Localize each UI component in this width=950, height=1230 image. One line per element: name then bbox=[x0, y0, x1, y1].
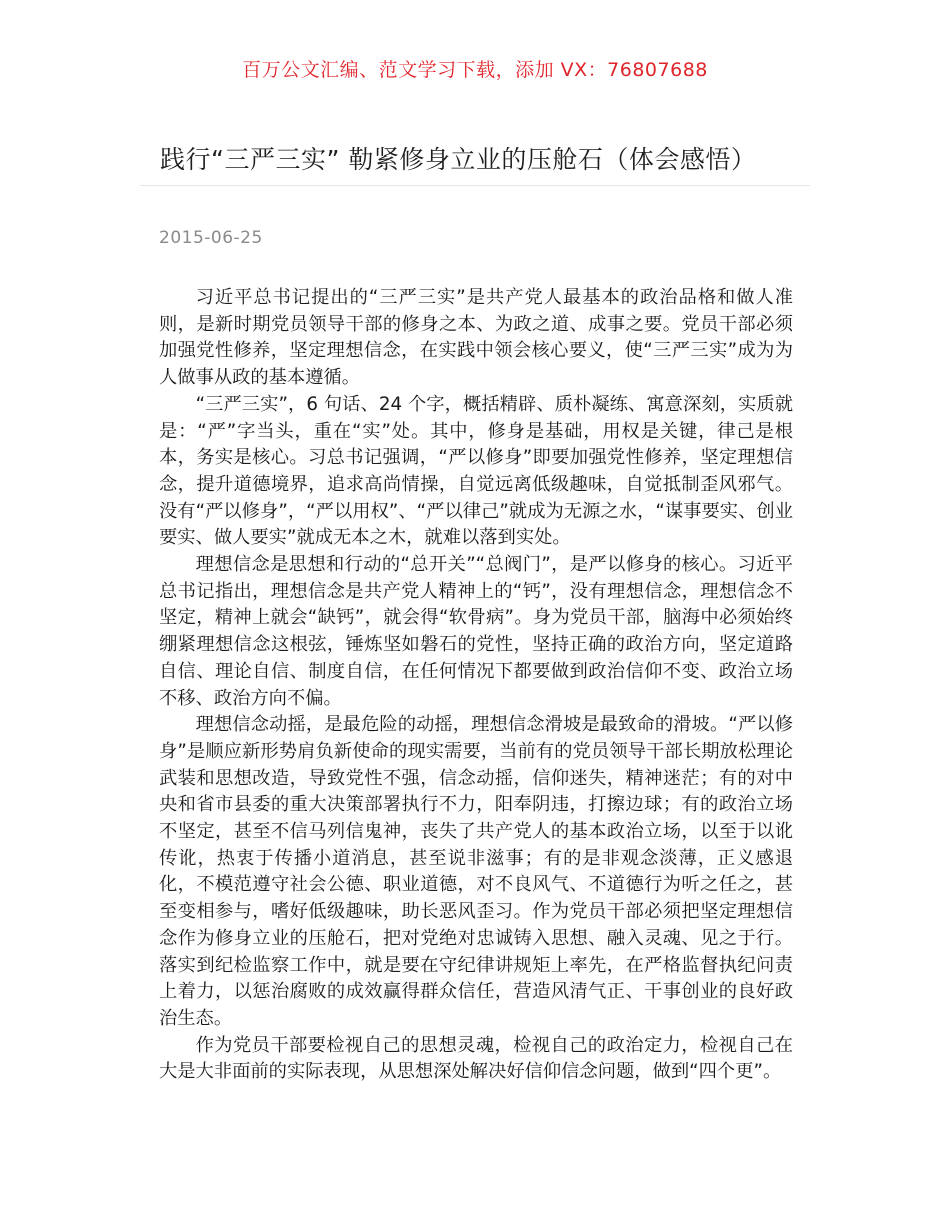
article-title: 践行“三严三实” 勒紧修身立业的压舱石（体会感悟） bbox=[160, 145, 757, 174]
title-divider bbox=[140, 185, 810, 186]
paragraph-2: “三严三实”，6 句话、24 个字，概括精辟、质朴凝练、寓意深刻，实质就是：“严”字当头，重在“实”处。其中，修身是基础，用权是关键，律己是根本，务实是核心。习总书记强调，“严以修身”即要加强党性修养，坚定理想信念，提升道德境界，追求高尚情操，自觉远离低级趣味，自觉抵制歪风邪气。没有“严以修身”，“严以用权”、“严以律己”就成为无源之水，“谋事要实、创业要实、做人要实”就成无本之木，就难以落到实处。 bbox=[159, 393, 793, 549]
paragraph-4: 理想信念动摇，是最危险的动摇，理想信念滑坡是最致命的滑坡。“严以修身”是顺应新形势肩负新使命的现实需要，当前有的党员领导干部长期放松理论武装和思想改造，导致党性不强，信念动摇，信仰迷失，精神迷茫；有的对中央和省市县委的重大决策部署执行不力，阳奉阴违，打擦边球；有的政治立场不坚定，甚至不信马列信鬼神，丧失了共产党人的基本政治立场，以至于以讹传讹，热衷于传播小道消息，甚至说非滋事；有的是非观念淡薄，正义感退化，不模范遵守社会公德、职业道德，对不良风气、不道德行为听之任之，甚至变相参与，嗜好低级趣味，助长恶风歪习。作为党员干部必须把坚定理想信念作为修身立业的压舱石，把对党绝对忠诚铸入思想、融入灵魂、见之于行。落实到纪检监察工作中，就是要在守纪律讲规矩上率先，在严格监督执纪问责上着力，以惩治腐败的成效赢得群众信任，营造风清气正、干事创业的良好政治生态。 bbox=[159, 714, 793, 1029]
article-body bbox=[159, 285, 793, 1086]
paragraph-3: 理想信念是思想和行动的“总开关”“总阀门”，是严以修身的核心。习近平总书记指出，理想信念是共产党人精神上的“钙”，没有理想信念，理想信念不坚定，精神上就会“缺钙”，就会得“软骨病”。身为党员干部，脑海中必须始终绷紧理想信念这根弦，锤炼坚如磐石的党性，坚持正确的政治方向，坚定道路自信、理论自信、制度自信，在任何情况下都要做到政治信仰不变、政治立场不移、政治方向不偏。 bbox=[159, 554, 793, 709]
publish-date: 2015-06-25 bbox=[159, 228, 263, 248]
paragraph-1: 习近平总书记提出的“三严三实”是共产党人最基本的政治品格和做人准则，是新时期党员领导干部的修身之本、为政之道、成事之要。党员干部必须加强党性修养，坚定理想信念，在实践中领会核心要义，使“三严三实”成为为人做事从政的基本遵循。 bbox=[159, 287, 793, 389]
promo-banner: 百万公文汇编、范文学习下载，添加 VX：76807688 bbox=[242, 59, 708, 81]
paragraph-5: 作为党员干部要检视自己的思想灵魂，检视自己的政治定力，检视自己在大是大非面前的实际表现，从思想深处解决好信仰信念问题，做到“四个更”。 bbox=[159, 1034, 793, 1083]
